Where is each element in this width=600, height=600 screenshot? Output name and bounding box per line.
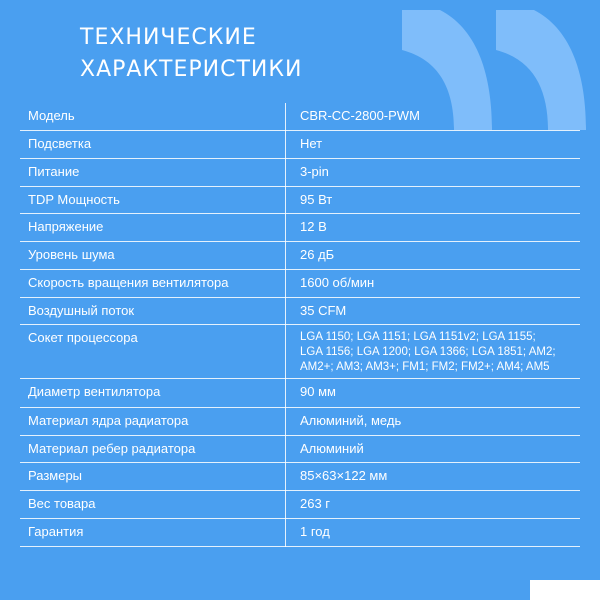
spec-row — [20, 518, 580, 546]
spec-label: Подсветка — [20, 130, 286, 158]
spec-label: TDP Мощность — [20, 186, 286, 213]
spec-label: Питание — [20, 158, 286, 186]
spec-row — [20, 490, 580, 518]
spec-row — [20, 297, 580, 324]
spec-label: Гарантия — [20, 518, 286, 546]
spec-row — [20, 130, 580, 158]
spec-row — [20, 435, 580, 462]
spec-value: 90 мм — [286, 378, 581, 407]
spec-value: 3-pin — [286, 158, 581, 186]
spec-table — [20, 103, 580, 547]
spec-value-line: AM2+; AM3; AM3+; FM1; FM2; FM2+; AM4; AM5 — [300, 360, 550, 373]
spec-value: Алюминий, медь — [286, 407, 581, 435]
spec-row — [20, 213, 580, 241]
spec-value: 35 CFM — [286, 297, 581, 324]
spec-value: 263 г — [286, 490, 581, 518]
spec-value: 95 Вт — [286, 186, 581, 213]
spec-label: Модель — [20, 103, 286, 130]
spec-label: Вес товара — [20, 490, 286, 518]
spec-row — [20, 103, 580, 130]
spec-row — [20, 269, 580, 297]
spec-row — [20, 407, 580, 435]
spec-label: Материал ребер радиатора — [20, 435, 286, 462]
spec-value-line: LGA 1150; LGA 1151; LGA 1151v2; LGA 1155; — [300, 330, 536, 343]
spec-label: Сокет процессора — [20, 324, 286, 378]
spec-row — [20, 462, 580, 490]
spec-label: Напряжение — [20, 213, 286, 241]
spec-label: Материал ядра радиатора — [20, 407, 286, 435]
spec-value: CBR-CC-2800-PWM — [286, 103, 581, 130]
spec-value: 1 год — [286, 518, 581, 546]
spec-value-line: LGA 1156; LGA 1200; LGA 1366; LGA 1851; AM2; — [300, 345, 556, 358]
spec-label: Размеры — [20, 462, 286, 490]
spec-label: Уровень шума — [20, 241, 286, 269]
spec-label: Воздушный поток — [20, 297, 286, 324]
spec-row — [20, 241, 580, 269]
spec-value: Нет — [286, 130, 581, 158]
title-line-1: ТЕХНИЧЕСКИЕ — [80, 25, 257, 50]
spec-row — [20, 324, 580, 378]
spec-label: Диаметр вентилятора — [20, 378, 286, 407]
spec-row — [20, 378, 580, 407]
page-title — [80, 22, 302, 86]
spec-value: 12 В — [286, 213, 581, 241]
corner-block — [530, 580, 600, 600]
spec-value: Алюминий — [286, 435, 581, 462]
spec-value-multiline — [286, 324, 581, 378]
spec-value: 1600 об/мин — [286, 269, 581, 297]
spec-value: 85×63×122 мм — [286, 462, 581, 490]
title-line-2: ХАРАКТЕРИСТИКИ — [80, 57, 303, 82]
spec-row — [20, 158, 580, 186]
spec-label: Скорость вращения вентилятора — [20, 269, 286, 297]
spec-row — [20, 186, 580, 213]
spec-value: 26 дБ — [286, 241, 581, 269]
